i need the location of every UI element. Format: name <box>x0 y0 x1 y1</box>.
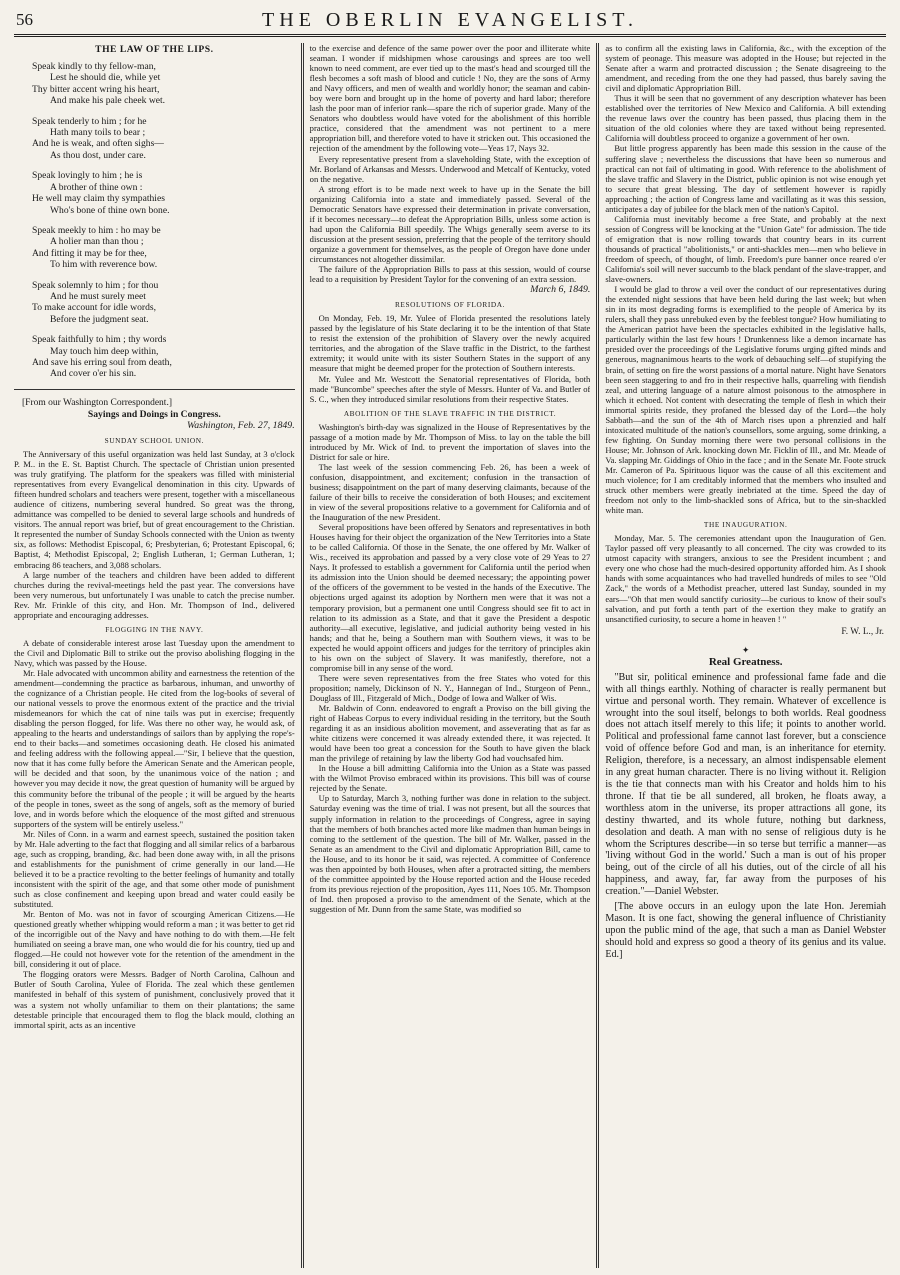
poem-stanza <box>32 225 295 271</box>
poem-stanza <box>32 116 295 162</box>
paragraph: Thus it will be seen that no government of any description whatever has been established over the territories of New Mexico and California. A bill extending the revenue laws over the country has been passed, thus placing them in the situation of the old colonies where they are taxed without being represented. California will doubtless proceed to organize a government of her own. <box>605 93 887 144</box>
poem-title: THE LAW OF THE LIPS. <box>95 44 214 55</box>
paragraph: California must inevitably become a free State, and probably at the next session of Congress will be knocking at the "Union Gate" for admission. The tide of emigration that is now rolling towards that country bears in its current thousands of practical "abolitionists," or anti-shackles men—men who believe in freedom of speech, of thought, of limb. Freedom's pure banner once reared o'er California's soil will never succumb to the black pendant of the slave-trapper, and slave-owners. <box>605 213 887 285</box>
poem-line: And fitting it may be for thee, <box>32 247 147 259</box>
paragraph: The last week of the session commencing Feb. 26, has been a week of confusion, disappointment, and excitement; confusion in the transaction of business; disappointment on the part of many deserving claimants, because of the failure of their bills to receive the consideration of both Houses; and excitement in view of the several propositions relative to a government for California and of the Inauguration of the new President. <box>309 461 591 523</box>
poem <box>14 61 295 380</box>
poem-line: Speak tenderly to him ; for he <box>32 115 147 127</box>
paragraph: The flogging orators were Messrs. Badger of North Carolina, Calhoun and Butler of South Carolina, Yulee of Florida. The zeal which these gentlemen manifested in behalf of this system of punishment, conclusively proved that it was a system not wholly unfamiliar to them on their plantations; the same detestable principle that encouraged them to flog the black mould, clothing an immortal spirit, acts as an incentive <box>14 969 295 1030</box>
paragraph: "But sir, political eminence and professional fame fade and die with all things earthly. Nothing of character is really permanent but virtue and personal worth. They remain. Whatever of excellence is wrought into the soul itself, belongs to both worlds. Real goodness does not attach itself merely to this life; it points to another world. Political and professional fame cannot last forever, but a conscience void of offence before God and man, is an inheritance for eternity. Religion, therefore, is a necessary, an almost indispensable element in any great human character. There is no living without it. Religion is the tie that connects man with his Creator and holds him to his throne. If that tie be all sundered, all broken, he floats away, a worthless atom in the universe, its proper attractions all gone, its destiny thwarted, and its whole future, nothing but darkness, desolation and death. A man with no sense of religious duty is he whom the Scriptures describe—in so terse but terrific a manner—as 'living without God in the world.' Such a man is out of his proper being, out of the circle of all his duties, out of the circle of all his happiness, and away, far, far away from the purposes of his creation."—Daniel Webster. <box>605 671 887 898</box>
paragraph: On Monday, Feb. 19, Mr. Yulee of Florida presented the resolutions lately passed by the legislature of his State declaring it to be the intention of that State to resist the extension of the prohibition of Slavery over the newly acquired territories, and the abrogation of the Slave traffic in the District, to the farthest extremity; it would unite with its sister Southern States in the support of any measure that might be deemed proper for the protection of Southern interests. <box>309 313 591 374</box>
paragraph: Mr. Niles of Conn. in a warm and earnest speech, sustained the position taken by Mr. Hale adverting to the fact that flogging and all similar relics of a barbarous age, such as cropping, branding, &c. had been done away with, in all the prisons and establishments for the punishment of crime generally in our land.—He believed it to be a practice revolting to the better feelings of humanity and totally inconsistent with the spirit of the age, and that some other mode of punishment such as close confinement and keeping upon bread and water could easily be substituted. <box>14 828 295 910</box>
poem-line: May touch him deep within, <box>50 345 159 357</box>
paragraph: to the exercise and defence of the same power over the poor and illiterate white seaman. I wonder if midshipmen whose carousings and sprees are too well known to need comment, are ever tied up to the mast's head and scourged till the flesh becomes a soft mash of blood and cuticle ! No, they are the sons of Army and Navy officers, and men of wealth and worldly honor; the seaman and cabin-boy were born and brought up in the home of poverty and hard labor; therefore lash the poor man of inferior rank—spare the rich of superior grade. Many of the Senators who doubtless would have voted for the abolishment of this horrible practice, considered that the amendment was not pertinent to a mere appropriation bill, and therefore voted to have it stricken out. This occasioned the rejection of the amendment by the following vote—Yeas 17, Nays 32. <box>309 43 591 154</box>
paragraph: A strong effort is to be made next week to have up in the Senate the bill organizing California into a state and immediately passed. Several of the Democratic Senators have expressed their determination in private conversation, if it becomes necessary—to defeat the Appropriation Bills, unless some action is had upon the California Bill speedily. The Whigs generally seem averse to its discussion at the present session, preferring that the people of the territory should organize a government for themselves, as the people of Oregon have done under circumstances not altogether dissimilar. <box>309 183 591 264</box>
poem-stanza <box>32 334 295 380</box>
section-heading: THE INAUGURATION. <box>703 520 788 530</box>
poem-line: And he must surely meet <box>50 290 146 302</box>
paragraph: Mr. Hale advocated with uncommon ability and earnestness the retention of the amendment—condemning the practice as barbarous, inhuman, and unworthy of the cognizance of a Christian people. He cited from the log-books of several of our national vessels to prove the enormous extent of the practice and the trivial misdemeanors for which the cat of nine tails was put in exercise; frequently disabling the person flogged, for life. Was there no other way, he would ask, of appealing to the hearts and understandings of sailors than by applying the rope's-end to their backs—and sometimes occasioning death. He closed his animated and feeling address with the following appeal.—"Sir, I believe that the question, now that it has come fully before the American Senate and the American people, will be decided and that soon, by the unanimous voice of the nation ; and however you may decide it now, the great question of humanity will be argued by this community before the tribunal of the people ; it will be argued by the hearts of the people in tones, sweet as the song of angels, soft as the memory of buried love, and in words before which the eloquence of the most gifted and strenuous supporters of the system will be entirely useless." <box>14 667 295 829</box>
paragraph: There were seven representatives from the free States who voted for this proposition; namely, Dickinson of N. Y., Hannegan of Ind., Sturgeon of Penn., Douglass of Ill., Fitzgerald of Mich., Dodge of Iowa and Walker of Wis. <box>309 672 591 703</box>
column-2 <box>301 43 591 1268</box>
poem-line: Speak meekly to him : ho may be <box>32 224 161 236</box>
paragraph: The Anniversary of this useful organization was held last Sunday, at 3 o'clock P. M.. in the E. St. Baptist Church. The spectacle of Christian union presented was truly gratifying. The platform for the speakers was filled with ministerial representatives from every Evangelical denomination in this city. Upwards of fifteen hundred scholars and teachers were present, together with a miscellaneous audience of citizens, numbering several hundred. So great was the throng, admittance was compelled to be denied to several large schools and hundreds of visitors. The annual report was brief, but of great encouragement to the Christian. It represented the number of Sunday Schools connected with the Union as twenty six, as follows: Methodist Episcopal, 6; Presbyterian, 6; Protestant Episcopal, 6; Baptist, 4; Methodist Episcopal, 2; English Lutheran, 1; German Lutheran, 1; embracing 86 teachers, and 3,088 scholars. <box>14 448 295 570</box>
section-heading: ABOLITION OF THE SLAVE TRAFFIC IN THE DISTRICT. <box>343 408 557 418</box>
paragraph: Washington's birth-day was signalized in the House of Representatives by the passage of a motion made by Mr. Thompson of Miss. to lay on the table the bill introduced by Mr. Wick of Ind. to prevent the importation of slaves into the District for sale or hire. <box>309 421 591 462</box>
poem-line: Lest he should die, while yet <box>50 72 161 84</box>
paragraph: as to confirm all the existing laws in California, &c., with the exception of the system of peonage. This measure was adopted in the House; but rejected in the Senate after a warm and protracted discussion ; the Senate disagreeing to the amendment, and receding from the one they had passed, thus barely saving the civil and diplomatic Appropriation Bill. <box>605 43 887 94</box>
poem-line: Speak solemnly to him ; for thou <box>32 279 159 291</box>
column-3 <box>596 43 886 1268</box>
paragraph: [The above occurs in an eulogy upon the late Hon. Jeremiah Mason. It is one fact, showing the general influence of Christianity upon the public mind of the age, that such a man as Daniel Webster should hold and express so good a theory of its genius and its value. Ed.] <box>605 901 887 960</box>
newspaper-title: THE OBERLIN EVANGELIST. <box>262 9 638 31</box>
paragraph: But little progress apparently has been made this session in the cause of the suffering slave ; nevertheless the discussions that have been so numerous and practical can not fail of ultimating in good. With reference to the abolishment of the slave traffic and Slavery in the District, public opinion is not wise enough yet to secure that great blessing. The day of settlement however is rapidly approaching ; the action of Congress lame and vacillating as it was this session, anticipates a day of jubilee for the black men of the nation's Capitol. <box>605 143 887 214</box>
poem-stanza <box>32 61 295 107</box>
correspondent-note: [From our Washington Correspondent.] <box>22 397 172 408</box>
poem-line: To make account for idle words, <box>32 302 157 314</box>
poem-line: A holier man than thou ; <box>50 236 144 248</box>
poem-line: To him with reverence bow. <box>50 259 158 271</box>
paragraph: Several propositions have been offered by Senators and representatives in both Houses having for their object the organization of the New Territories into a State to be called California. Of those in the Senate, the one offered by Mr. Walker of Wis., received its approbation and passed by a very close vote of 29 Yeas to 27 Nays. It professed to establish a government for California until the period when its admission into the Union should be deemed necessary; the appointing power of the officers of the government to be vested in the hands of the Executive. The objections urged against its adoption by Northern men were that it was not a temporary provision, but a permanent one until Congress should see fit to act in relation to its admission as a State, and that it gave the President a despotic authority—all executive, legislative, and judicial authority being vested in his hands; and that he, being a Southern man with Southern views, it was to be expected he would appoint officers and judges for the territory of principles akin to his own on the subject of Slavery. It was manifestly, therefore, not a compromise bill in any sense of the word. <box>309 522 591 673</box>
poem-line: Speak kindly to thy fellow-man, <box>32 61 156 73</box>
masthead <box>14 0 886 37</box>
poem-line: Thy bitter accent wring his heart, <box>32 83 160 95</box>
poem-line: Speak lovingly to him ; he is <box>32 170 143 182</box>
paragraph: Up to Saturday, March 3, nothing further was done in relation to the subject. Saturday evening was the time of trial. I was not present, but all the sources that supply information in relation to the proceedings of Congress, agree in saying that the members of both branches acted more like madmen than human beings in coming to the settlement of the question. The bill of Mr. Walker, passed in the Senate as an amendment to the Civil and diplomatic Appropriation Bill, came to the House, and to its honor be it said, was rejected. A committee of Conference was then appointed by both Houses, when after a protracted sitting, the members of the committee appointed by the House reported action and the House receded from its previous rejection of the proposition, Ayes 111, Noes 105. Mr. Thompson of Ind. then proposed a proviso to the amendment of the Senate, which at the suggestion of Mr. Dunn from the same State, was modified so <box>309 793 591 914</box>
paragraph: A debate of considerable interest arose last Tuesday upon the amendment to the Civil and Diplomatic Bill to strike out the proviso abolishing flogging in the Navy, which was passed by the House. <box>14 637 295 668</box>
poem-line: Before the judgment seat. <box>50 313 149 325</box>
article-headline: Sayings and Doings in Congress. <box>87 408 221 420</box>
section-heading: FLOGGING IN THE NAVY. <box>105 624 204 634</box>
columns <box>14 43 886 1268</box>
paragraph: Mr. Baldwin of Conn. endeavored to engraft a Proviso on the bill giving the right of Habeas Corpus to every individual residing in the territory, but the South regarding it as an insidious abolition movement, and asseverating that as far as white citizens were concerned it was already extended there, it was rejected. It would have been too great a concession for the South to have given the black man the privilege of retaining by law the liberty God had vouchsafed him. <box>309 703 591 764</box>
divider <box>14 389 295 390</box>
paragraph: Mr. Yulee and Mr. Westcott the Senatorial representatives of Florida, both made "Buncombe" speeches after the style of Messrs. Hunter of Va. and Butler of S. C., when they introduced similar resolutions from their respective States. <box>309 373 591 404</box>
ornament-icon: ✦ <box>741 644 750 655</box>
poem-line: He well may claim thy sympathies <box>32 193 165 205</box>
poem-line: And cover o'er his sin. <box>50 368 137 380</box>
poem-line: And save his erring soul from death, <box>32 356 172 368</box>
poem-line: Hath many toils to bear ; <box>50 127 146 139</box>
column-1 <box>14 43 295 1268</box>
paragraph: In the House a bill admitting California into the Union as a State was passed with the Wilmot Proviso embraced within its provisions. This bill was of course rejected by the Senate. <box>309 763 591 794</box>
poem-line: And make his pale cheek wet. <box>50 95 166 107</box>
section-heading: RESOLUTIONS OF FLORIDA. <box>394 300 506 310</box>
article-headline: Real Greatness. <box>708 655 783 668</box>
paragraph: Every representative present from a slaveholding State, with the exception of Mr. Borland of Arkansas and Messrs. Underwood and Metcalf of Kentucky, voted on the negative. <box>309 153 591 184</box>
article-dateline: March 6, 1849. <box>530 284 591 296</box>
paragraph: I would be glad to throw a veil over the conduct of our representatives during the extended night sessions that have been held during the last week; but when sin in its most degrading forms is exemplified to the people of America by its rulers, shall they pass unrebuked even by the feeblest tongue? How humiliating to the American patriot have been the spectacles exhibited in the legislative halls, particularly within the last few hours ! Drunkenness like a demon incarnate has presided over the proceedings of the Legislative forums urging gifted minds and generous, magnanimous hearts to the work of debauching self—of stupifying the brain, of setting on fire the worst passions of a mortal nature. Night have Senators been seen staggering to and fro in their respective halls, quarreling with fiendish zeal, and uttering language of a nature almost poisonous to the atmosphere in which it echoed. Not content with desecrating the temple of flesh in which their immortal spirits reside, they profaned the blessed day of the Lord—the holy Sabbath—and the sun of the 4th of March rises upon a phrenzied and half intoxicated multitude of the nation's counsellors, some arguing, some drinking, a few fighting. On Sunday morning there were two personal collisions in the House; Mr. Johnson of Ark. knocking down Mr. Ficklin of Ill., and Mr. Meade of Va. slapping Mr. Giddings of Ohio in the face ; and in the Senate Mr. Foote struck Mr. Cameron of Pa. Spirituous liquor was the cause of all this excitement and much violence; for I am creditably informed that the members who insulted and struck other members were greatly inebriated at the time. Speed the day of freedom not only to the limb-shackled sons of Africa, but to the sin-shackled white man. <box>605 284 887 516</box>
poem-stanza <box>32 170 295 216</box>
poem-line: Speak faithfully to him ; thy words <box>32 334 167 346</box>
paragraph: Monday, Mar. 5. The ceremonies attendant upon the Inauguration of Gen. Taylor passed off very pleasantly to all concerned. The city was crowded to its utmost capacity with strangers, anxious to see the President incumbent ; and every one who chose had the much-desired opportunity afforded him. As I shook hands with some acquaintances who had travelled hundreds of miles to see "Old Zack," the words of a Methodist preacher, uttered last Sunday, sounded in my ears—"Oh that men would sanctify curiosity—be curious to know of their soul's salvation, and put forth a tenth part of the exertion they make to gratify an unsanctified curiosity, to secure a home in heaven ! " <box>605 533 887 624</box>
poem-line: A brother of thine own : <box>50 181 143 193</box>
poem-stanza <box>32 280 295 326</box>
paragraph: The failure of the Appropriation Bills to pass at this session, would of course lead to a requisition by President Taylor for the convening of an extra session. <box>309 264 591 285</box>
author-signature: F. W. L., Jr. <box>841 626 885 637</box>
poem-line: Who's bone of thine own bone. <box>50 204 170 216</box>
poem-line: And he is weak, and often sighs— <box>32 138 164 150</box>
paragraph: A large number of the teachers and children have been added to different churches during the revival-meetings held the past year. The conversions have been very numerous, but unfortunately I was unable to catch the precise number. Rev. Mr. Frinkle of this city, and Hon. Mr. Thompson of Ind., delivered appropriate and encouraging addresses. <box>14 569 295 620</box>
paragraph: Mr. Benton of Mo. was not in favor of scourging American Citizens.—He questioned greatly whether whipping would reform a man ; it was better to get rid of the incorrigible out of the Navy and have nothing to do with them.—He felt humiliated on seeing a brave man, one who would die for his country, tied up and flogged.—He could not however vote for the retention of the amendment in the bill, considering it out of place. <box>14 909 295 970</box>
page-number: 56 <box>16 10 33 29</box>
article-dateline: Washington, Feb. 27, 1849. <box>186 419 295 431</box>
section-heading: SUNDAY SCHOOL UNION. <box>104 435 205 445</box>
poem-line: As thou dost, under care. <box>50 149 146 161</box>
